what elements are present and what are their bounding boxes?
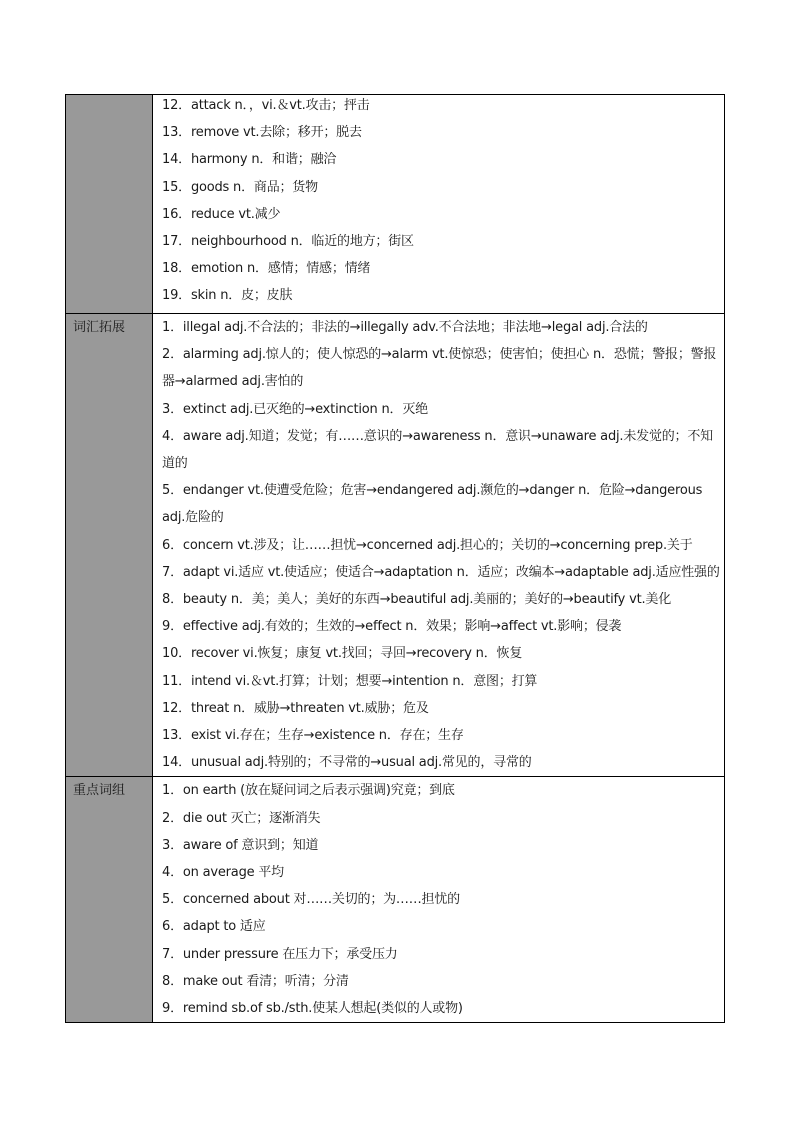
section-label-cell-vocab-expansion [66,314,153,777]
list-item: 8．make out 看清；听清；分清 [162,973,349,989]
section-label: 重点词组 [73,783,126,799]
list-item: 6．adapt to 适应 [162,919,266,935]
list-item: 12．threat n．威胁→threaten vt.威胁；危及 [162,700,429,716]
section-row-vocab-expansion [66,314,725,777]
list-item: 14．harmony n．和谐；融洽 [162,152,337,168]
list-item: 11．intend vi.＆vt.打算；计划；想要→intention n．意图；打算 [162,673,538,689]
list-item: 17．neighbourhood n．临近的地方；街区 [162,234,414,250]
list-item: 7．under pressure 在压力下；承受压力 [162,946,398,962]
list-item: 7．adapt vi.适应 vt.使适应；使适合→adaptation n．适应；改编本→adaptable adj.适应性强的 [162,564,720,580]
section-content-words [153,95,725,314]
list-item: 13．remove vt.去除；移开；脱去 [162,125,362,141]
list-item: 9．effective adj.有效的；生效的→effect n．效果；影响→affect vt.影响；侵袭 [162,619,622,635]
list-item: 15．goods n．商品；货物 [162,179,318,195]
list-item: 18．emotion n．感情；情感；情绪 [162,261,371,277]
list-item: 1．on earth (放在疑问词之后表示强调)究竟；到底 [162,783,455,799]
section-label: 词汇拓展 [73,320,126,335]
list-item: 13．exist vi.存在；生存→existence n．存在；生存 [162,728,464,744]
section-content-vocab-expansion [153,314,725,777]
list-item: 5．concerned about 对……关切的；为……担忧的 [162,892,460,908]
list-item: 5．endanger vt.使遭受危险；危害→endangered adj.濒危的→danger n．危险→dangerous adj.危险的 [162,483,703,526]
list-item: 19．skin n．皮；皮肤 [162,288,293,304]
list-item: 14．unusual adj.特别的；不寻常的→usual adj.常见的，寻常的 [162,755,532,771]
list-item: 4．on average 平均 [162,865,284,881]
list-item: 3．extinct adj.已灭绝的→extinction n．灭绝 [162,401,428,417]
list-item: 4．aware adj.知道；发觉；有……意识的→awareness n．意识→unaware adj.未发觉的；不知道的 [162,428,713,472]
list-item: 8．beauty n．美；美人；美好的东西→beautiful adj.美丽的；美好的→beautify vt.美化 [162,592,672,608]
list-item: 10．recover vi.恢复；康复 vt.找回；寻回→recovery n．恢复 [162,646,523,662]
list-item: 9．remind sb.of sb./sth.使某人想起(类似的人或物) [162,1001,463,1017]
list-item: 2．die out 灭亡；逐渐消失 [162,810,321,826]
vocabulary-table [65,94,725,1023]
section-label-cell-words [66,95,153,314]
list-item: 1．illegal adj.不合法的；非法的→illegally adv.不合法地；非法地→legal adj.合法的 [162,320,648,335]
list-item: 12．attack n．，vi.＆vt.攻击；抨击 [162,98,370,113]
section-content-key-phrases [153,777,725,1023]
list-item: 6．concern vt.涉及；让……担忧→concerned adj.担心的；关切的→concerning prep.关于 [162,537,693,553]
section-row-words [66,95,725,314]
list-item: 2．alarming adj.惊人的；使人惊恐的→alarm vt.使惊恐；使害怕；使担心 n．恐慌；警报；警报器→alarmed adj.害怕的 [162,347,717,390]
section-label-cell-key-phrases [66,777,153,1023]
list-item: 16．reduce vt.减少 [162,206,281,222]
section-row-key-phrases [66,777,725,1023]
list-item: 3．aware of 意识到；知道 [162,837,319,853]
